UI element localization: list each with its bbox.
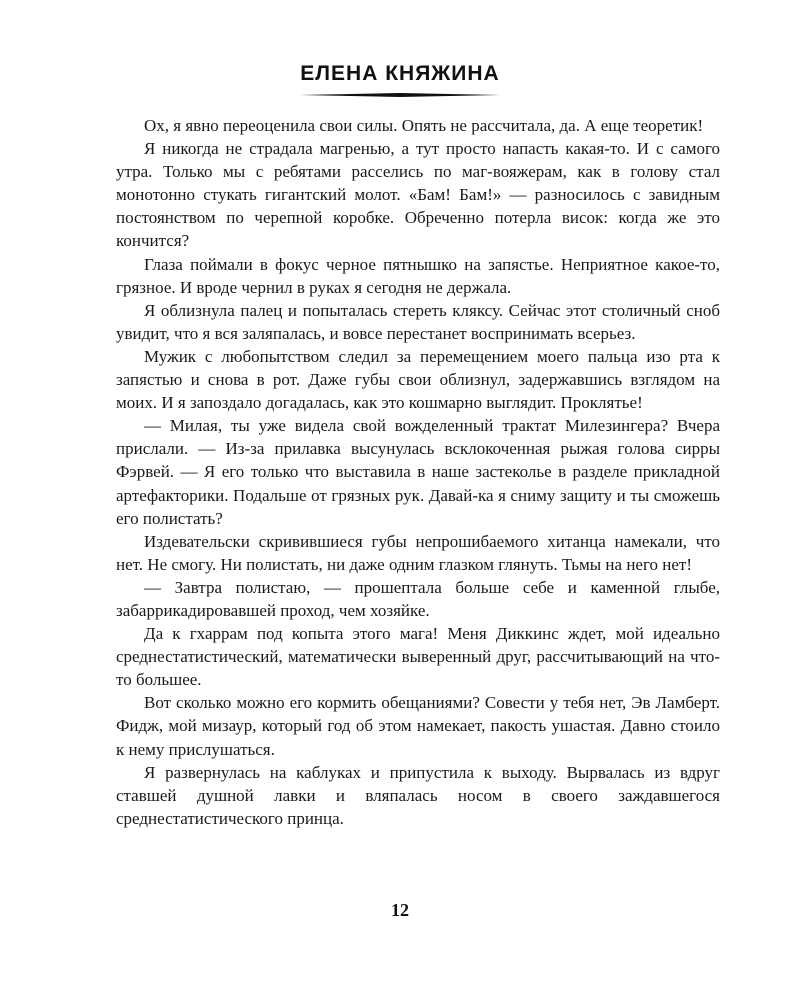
page-number: 12 [391,900,409,920]
paragraph: — Завтра полистаю, — прошептала больше себе и каменной глыбе, забаррикадировавшей проход, чем хозяйке. [116,577,720,620]
body-text [116,114,720,830]
paragraph: Вот сколько можно его кормить обещаниями? Совести у тебя нет, Эв Ламберт. Фидж, мой мизаур, который год об этом намекает, пакость ушастая. Давно стоило к нему прислушаться. [116,693,720,759]
paragraph: Ох, я явно переоценила свои силы. Опять не рассчитала, да. А еще теоретик! [144,116,704,135]
paragraph: Издевательски скривившиеся губы непрошибаемого хитанца намекали, что нет. Не смогу. Ни полистать, ни даже одним глазком глянуть. Тьмы на него нет! [116,531,720,574]
header-rule [300,93,500,97]
paragraph: Я никогда не страдала магренью, а тут просто напасть какая-то. И с самого утра. Только мы с ребятами расселись по маг-вояжерам, как в голову стал монотонно стукать гигантский молот. «Бам! Бам!» — разносилось с завидным постоянством по черепной коробке. Обреченно потерла висок: когда же это кончится? [116,139,720,251]
running-header [0,62,800,97]
header-rule-line [300,93,500,97]
paragraph: Мужик с любопытством следил за перемещением моего пальца изо рта к запястью и снова в рот. Даже губы свои облизнул, задержавшись взглядом на моих. И я запоздало догадалась, как это кошмарно выглядит. Проклятье! [116,346,720,413]
paragraph: Я развернулась на каблуках и припустила к выходу. Вырвалась из вдруг ставшей душной лавки и вляпалась носом в своего заждавшегося среднестатистического принца. [116,762,720,828]
paragraph: — Милая, ты уже видела свой вожделенный трактат Милезингера? Вчера прислали. — Из-за прилавка высунулась всклокоченная рыжая голова сирры Фэрвей. — Я его только что выставила в наше застеколье в разделе прикладной артефакторики. Подальше от грязных рук. Давай-ка я сниму защиту и ты сможешь его полистать? [116,416,720,528]
paragraph: Да к гхаррам под копыта этого мага! Меня Диккинс ждет, мой идеально среднестатистический, математически выверенный друг, рассчитывающий на что-то большее. [116,624,720,690]
paragraph: Я облизнула палец и попыталась стереть кляксу. Сейчас этот столичный сноб увидит, что я вся заляпалась, и вовсе перестанет воспринимать всерьез. [116,300,720,343]
author-name: ЕЛЕНА КНЯЖИНА [300,62,500,85]
paragraph: Глаза поймали в фокус черное пятнышко на запястье. Неприятное какое-то, грязное. И вроде чернил в руках я сегодня не держала. [116,254,720,297]
